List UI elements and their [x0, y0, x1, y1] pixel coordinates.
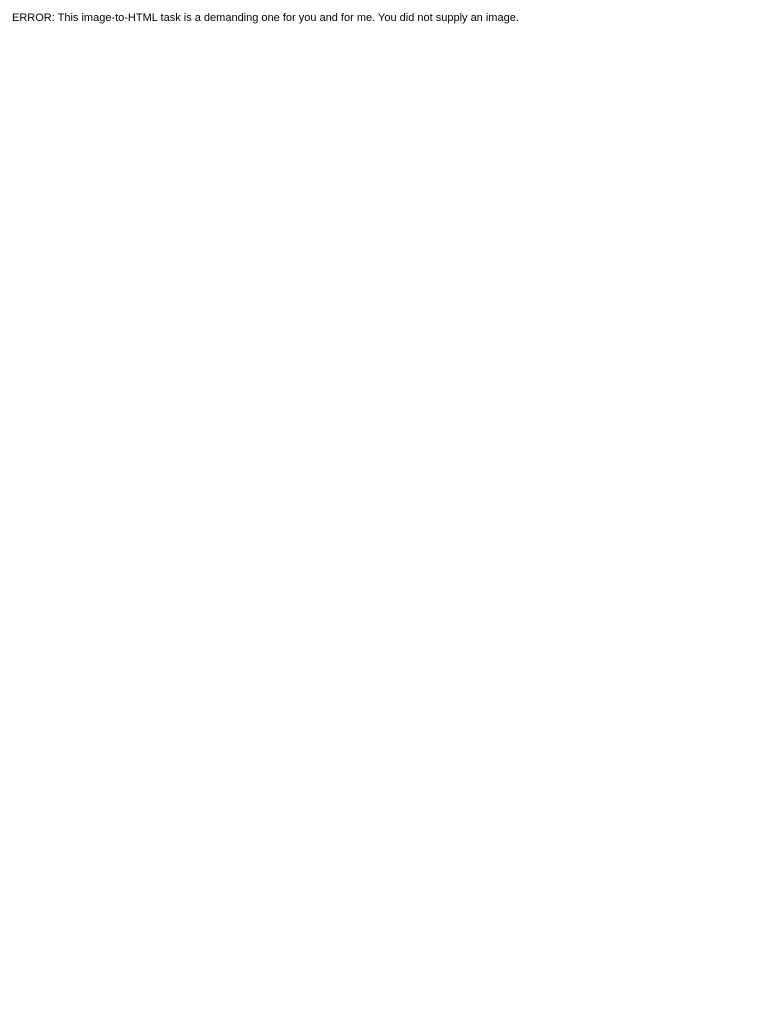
error-message: ERROR: This image-to-HTML task is a demanding one for you and for me. You did not supply an image. — [12, 12, 519, 24]
